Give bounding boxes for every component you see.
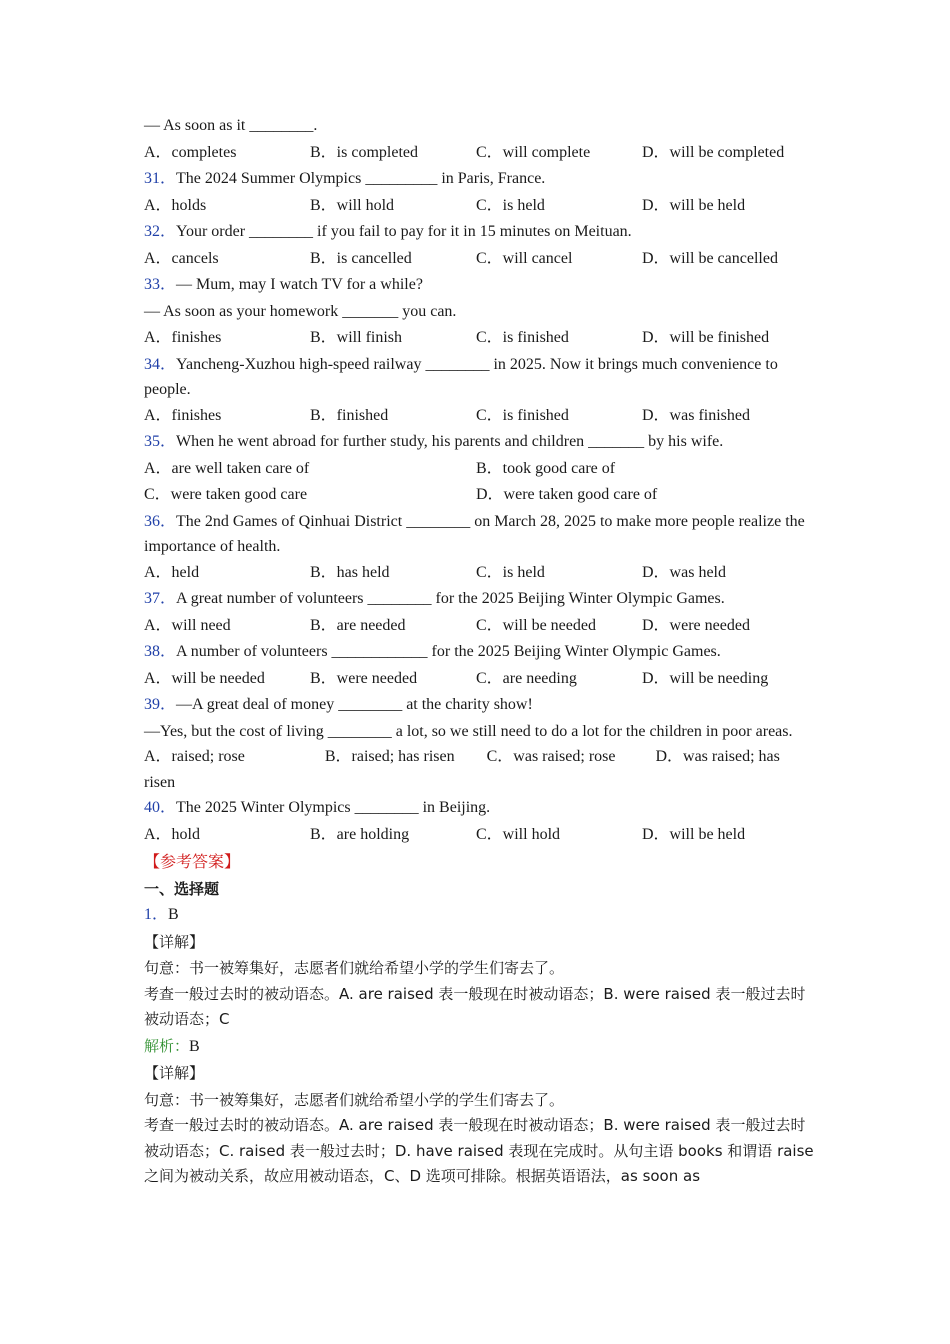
q32-option-c[interactable]: C．will cancel bbox=[476, 249, 573, 267]
q33-option-c[interactable]: C．is finished bbox=[476, 329, 569, 346]
q37-options bbox=[144, 613, 814, 640]
q30-stem-continued: — As soon as it ________. bbox=[144, 117, 318, 134]
q40-text: The 2025 Winter Olympics ________ in Beijing. bbox=[176, 799, 491, 816]
q32-options bbox=[144, 246, 814, 273]
q34-option-b[interactable]: B．finished bbox=[310, 406, 389, 424]
q38-option-a[interactable]: A．will be needed bbox=[144, 669, 265, 687]
q35-option-b[interactable]: B．took good care of bbox=[476, 459, 616, 477]
q31-number: 31． bbox=[144, 170, 177, 187]
q37-option-b[interactable]: B．are needed bbox=[310, 616, 406, 634]
q36-option-b[interactable]: B．has held bbox=[310, 563, 390, 581]
q34-number: 34． bbox=[144, 355, 177, 373]
jiexi-value: B bbox=[189, 1037, 200, 1055]
q40-option-d[interactable]: D．will be held bbox=[642, 825, 746, 843]
jiexi-label: 解析： bbox=[144, 1036, 190, 1055]
q34-text: Yancheng-Xuzhou high-speed railway ________ in 2025. Now it brings much convenience to people. bbox=[144, 355, 778, 398]
q30-option-b[interactable]: B．is completed bbox=[310, 143, 418, 161]
q38-number: 38． bbox=[144, 643, 177, 660]
sentence-meaning-1: 句意：书一被筹集好，志愿者们就给希望小学的学生们寄去了。 bbox=[144, 959, 565, 977]
q33-option-a[interactable]: A．finishes bbox=[144, 329, 222, 346]
q37-option-c[interactable]: C．will be needed bbox=[476, 616, 596, 634]
answer-1-value: B bbox=[168, 906, 179, 923]
q37-text: A great number of volunteers ________ for the 2025 Beijing Winter Olympic Games. bbox=[176, 590, 725, 607]
q35-options-row-2 bbox=[144, 482, 814, 509]
detail-label-2: 【详解】 bbox=[144, 1064, 205, 1082]
q38-stem bbox=[144, 639, 814, 666]
q35-option-c[interactable]: C．were taken good care bbox=[144, 486, 308, 503]
detail-label-1: 【详解】 bbox=[144, 932, 205, 951]
q31-options bbox=[144, 193, 814, 220]
q40-option-a[interactable]: A．hold bbox=[144, 825, 201, 843]
q40-option-b[interactable]: B．are holding bbox=[310, 825, 410, 843]
q32-text: Your order ________ if you fail to pay for it in 15 minutes on Meituan. bbox=[176, 223, 632, 240]
q40-number: 40． bbox=[144, 799, 177, 816]
q36-stem bbox=[144, 509, 814, 560]
answer-key-header: 【参考答案】 bbox=[144, 852, 241, 871]
q33-stem bbox=[144, 272, 814, 299]
q31-option-c[interactable]: C．is held bbox=[476, 196, 545, 214]
answer-1-number: 1． bbox=[144, 906, 169, 923]
q32-option-b[interactable]: B．is cancelled bbox=[310, 249, 412, 267]
q34-stem bbox=[144, 352, 814, 403]
q31-option-b[interactable]: B．will hold bbox=[310, 196, 395, 214]
q37-stem bbox=[144, 586, 814, 613]
q33-text: — Mum, may I watch TV for a while? bbox=[176, 276, 423, 293]
q39-stem-2: —Yes, but the cost of living ________ a lot, so we still need to do a lot for the children in poor areas. bbox=[144, 722, 793, 740]
q30-option-a[interactable]: A．completes bbox=[144, 143, 237, 161]
q31-stem bbox=[144, 166, 814, 193]
q34-options bbox=[144, 403, 814, 430]
q33-options bbox=[144, 325, 814, 352]
q32-stem bbox=[144, 219, 814, 246]
analysis-1: 考查一般过去时的被动语态。A. are raised 表一般现在时被动语态；B. were raised 表一般过去时被动语态；C bbox=[144, 984, 806, 1028]
q35-number: 35． bbox=[144, 433, 177, 450]
jiexi bbox=[144, 1033, 814, 1061]
q40-option-c[interactable]: C．will hold bbox=[476, 825, 561, 843]
q39-number: 39． bbox=[144, 696, 177, 713]
q32-option-a[interactable]: A．cancels bbox=[144, 249, 219, 267]
q34-option-c[interactable]: C．is finished bbox=[476, 406, 569, 424]
q36-options bbox=[144, 560, 814, 587]
q32-option-d[interactable]: D．will be cancelled bbox=[642, 249, 778, 267]
q36-option-a[interactable]: A．held bbox=[144, 563, 200, 581]
q37-option-a[interactable]: A．will need bbox=[144, 616, 231, 634]
q38-option-d[interactable]: D．will be needing bbox=[642, 669, 769, 687]
q35-options-row-1 bbox=[144, 456, 814, 483]
q37-number: 37． bbox=[144, 590, 177, 607]
q31-option-a[interactable]: A．holds bbox=[144, 196, 207, 214]
q38-option-c[interactable]: C．are needing bbox=[476, 669, 577, 687]
q33-number: 33． bbox=[144, 276, 177, 293]
q32-number: 32． bbox=[144, 223, 177, 240]
q40-options bbox=[144, 822, 814, 849]
q39-options[interactable]: A．raised; rose B．raised; has risen C．was raised; rose D．was raised; has risen bbox=[144, 748, 784, 791]
q33-option-b[interactable]: B．will finish bbox=[310, 329, 403, 346]
answer-1 bbox=[144, 902, 814, 929]
q30-options bbox=[144, 140, 814, 167]
q30-option-c[interactable]: C．will complete bbox=[476, 143, 591, 161]
q36-option-c[interactable]: C．is held bbox=[476, 563, 545, 581]
sentence-meaning-2: 句意：书一被筹集好，志愿者们就给希望小学的学生们寄去了。 bbox=[144, 1090, 565, 1109]
q34-option-a[interactable]: A．finishes bbox=[144, 406, 222, 424]
q33-stem-2: — As soon as your homework _______ you can. bbox=[144, 302, 457, 320]
q38-options bbox=[144, 666, 814, 693]
q38-option-b[interactable]: B．were needed bbox=[310, 669, 418, 687]
q39-text: —A great deal of money ________ at the charity show! bbox=[176, 696, 533, 713]
q36-number: 36． bbox=[144, 512, 177, 530]
section-title: 一、选择题 bbox=[144, 880, 220, 898]
q31-text: The 2024 Summer Olympics _________ in Paris, France. bbox=[176, 170, 546, 187]
q38-text: A number of volunteers ____________ for the 2025 Beijing Winter Olympic Games. bbox=[176, 643, 721, 660]
q34-option-d[interactable]: D．was finished bbox=[642, 406, 750, 424]
q35-stem bbox=[144, 429, 814, 456]
document-content bbox=[144, 113, 814, 1190]
q35-text: When he went abroad for further study, his parents and children _______ by his wife. bbox=[176, 433, 724, 450]
q35-option-a[interactable]: A．are well taken care of bbox=[144, 459, 310, 477]
q39-stem bbox=[144, 692, 814, 719]
q37-option-d[interactable]: D．were needed bbox=[642, 616, 750, 634]
q30-option-d[interactable]: D．will be completed bbox=[642, 143, 785, 161]
q36-text: The 2nd Games of Qinhuai District ________ on March 28, 2025 to make more people realize the importance of health. bbox=[144, 512, 805, 555]
q33-option-d[interactable]: D．will be finished bbox=[642, 329, 770, 346]
q31-option-d[interactable]: D．will be held bbox=[642, 196, 746, 214]
q40-stem bbox=[144, 795, 814, 822]
analysis-2: 考查一般过去时的被动语态。A. are raised 表一般现在时被动语态；B. were raised 表一般过去时被动语态；C. raised 表一般过去时；D. have raised 表现在完成时。从句主语 books 和谓语 raise 之间为被动关系，故应用被动语态，C、D 选项可排除。根据英语语法，as soon as bbox=[144, 1116, 814, 1185]
q36-option-d[interactable]: D．was held bbox=[642, 563, 726, 581]
q35-option-d[interactable]: D．were taken good care of bbox=[476, 486, 658, 503]
